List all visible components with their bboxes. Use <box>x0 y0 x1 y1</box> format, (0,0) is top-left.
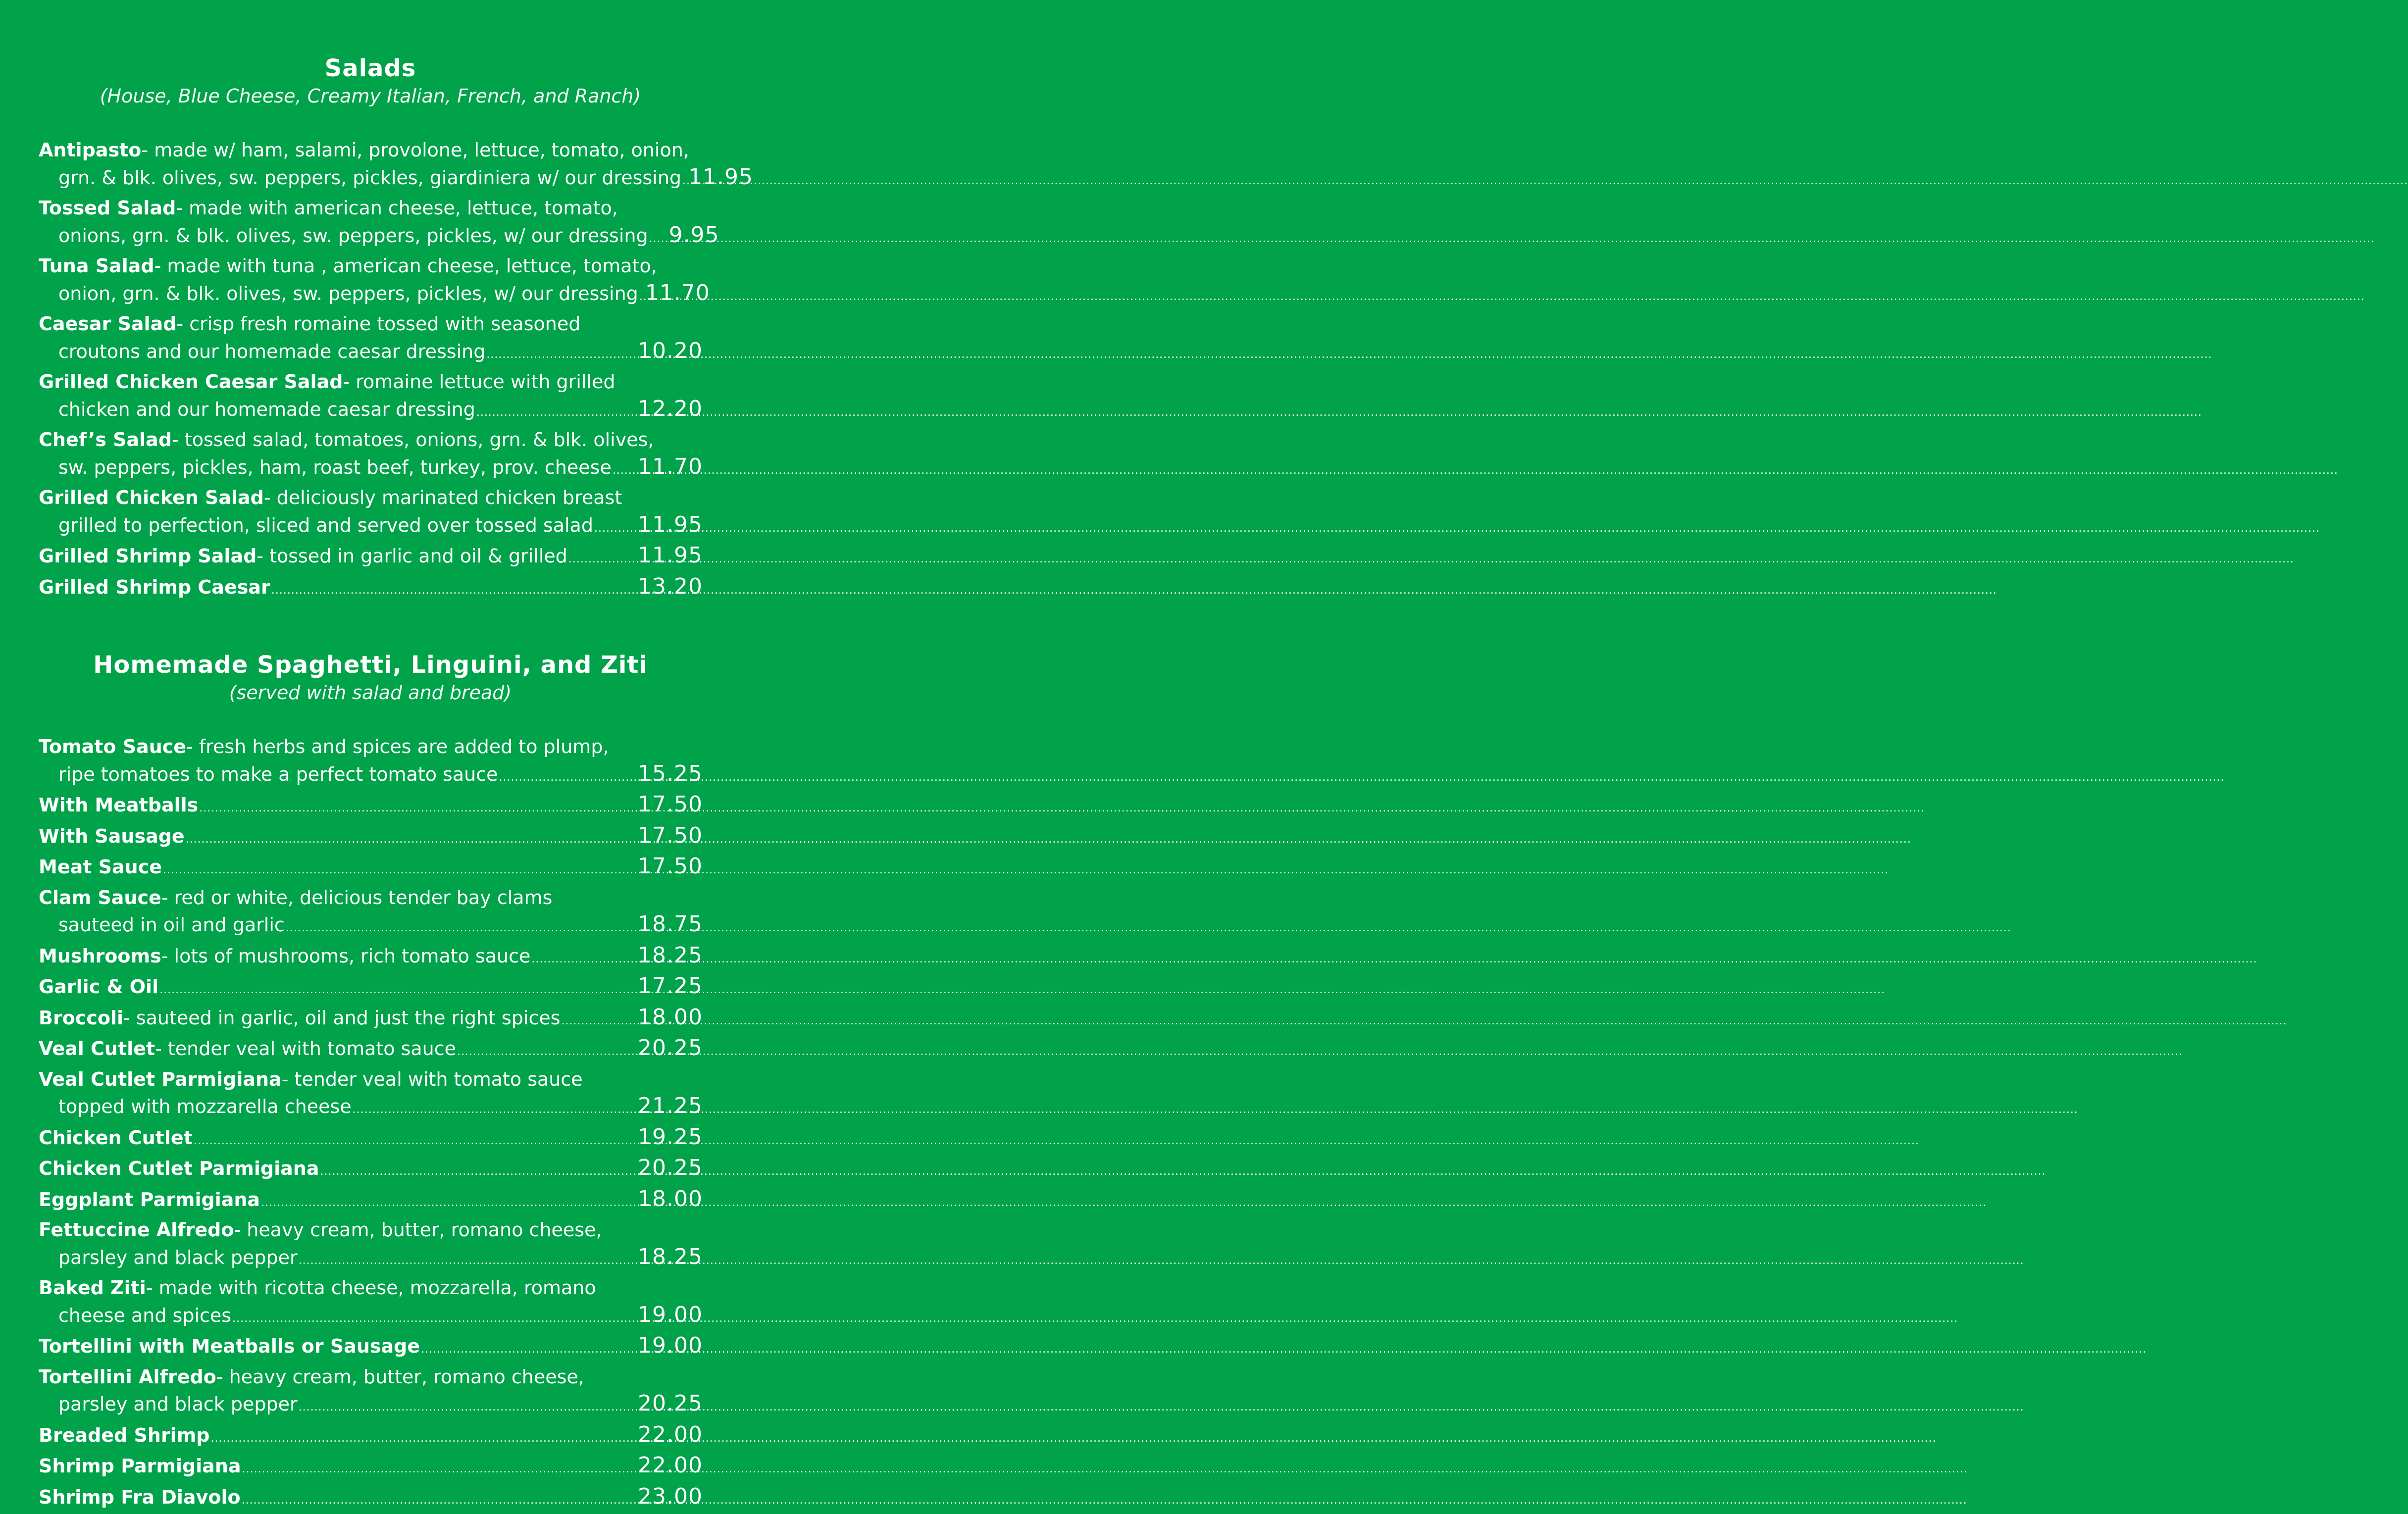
menu-item-name: Veal Cutlet Parmigiana <box>39 1066 282 1093</box>
menu-item <box>39 973 702 1004</box>
dot-leader <box>562 1008 637 1035</box>
menu-item-price: 15.25 <box>638 760 702 788</box>
menu-item-description-cont: cheese and spices <box>58 1302 231 1329</box>
dot-leader <box>194 1128 637 1155</box>
menu-item-line <box>39 310 702 338</box>
menu-item-line <box>39 1244 702 1275</box>
dot-leader <box>299 1248 637 1275</box>
pasta-list <box>39 733 702 1514</box>
menu-item-description: - crisp fresh romaine tossed with seasoned <box>176 310 580 338</box>
menu-item-description: - tender veal with tomato sauce <box>282 1066 583 1093</box>
menu-item-name: Mushrooms <box>39 943 161 970</box>
menu-item-description: - tender veal with tomato sauce <box>155 1035 456 1062</box>
salads-list <box>39 137 702 604</box>
menu-item-line <box>39 542 702 573</box>
menu-item-name: With Sausage <box>39 823 185 850</box>
menu-item <box>39 573 702 605</box>
menu-item <box>39 368 702 426</box>
dot-leader <box>639 284 644 311</box>
menu-item-name: Grilled Chicken Caesar Salad <box>39 368 343 396</box>
dot-leader <box>682 168 687 195</box>
menu-item-name: Chicken Cutlet Parmigiana <box>39 1155 319 1182</box>
menu-item <box>39 1274 702 1332</box>
menu-item-line <box>39 1155 702 1186</box>
menu-item-line <box>39 252 702 280</box>
menu-item-price: 17.25 <box>638 973 702 1000</box>
dot-leader <box>232 1306 637 1333</box>
menu-item-line <box>39 1363 702 1391</box>
menu-item-line <box>39 164 702 195</box>
menu-item-line <box>39 1216 702 1244</box>
menu-item <box>39 542 702 573</box>
menu-item-price: 11.70 <box>638 454 702 481</box>
menu-item-price: 20.25 <box>638 1390 702 1417</box>
dot-leader <box>242 1456 637 1483</box>
menu-item-line <box>39 791 702 822</box>
menu-item <box>39 195 702 252</box>
menu-item-line <box>39 1452 702 1483</box>
menu-item-name: Veal Cutlet <box>39 1035 155 1062</box>
menu-item-description: - romaine lettuce with grilled <box>343 368 615 396</box>
menu-item-line <box>39 1186 702 1217</box>
menu-item-line <box>39 511 702 543</box>
menu-item-line <box>39 454 702 485</box>
menu-item <box>39 1216 702 1274</box>
menu-item-price: 11.95 <box>638 542 702 569</box>
dot-leader <box>211 1425 637 1453</box>
menu-item-name: Tossed Salad <box>39 195 176 222</box>
menu-item-price: 21.25 <box>638 1093 702 1120</box>
menu-item-line <box>39 1124 702 1155</box>
menu-item <box>39 1363 702 1421</box>
menu-item-name: Shrimp Parmigiana <box>39 1453 241 1480</box>
menu-item-price: 22.00 <box>638 1421 702 1449</box>
menu-item-name: Garlic & Oil <box>39 973 158 1001</box>
menu-item-description: - deliciously marinated chicken breast <box>264 484 622 511</box>
menu-item-name: Chef’s Salad <box>39 426 172 454</box>
menu-item-price: 23.00 <box>638 1483 702 1511</box>
menu-item-line <box>39 822 702 854</box>
menu-item-description: - heavy cream, butter, romano cheese, <box>234 1216 602 1244</box>
menu-item-line <box>39 426 702 454</box>
menu-item-line <box>39 942 702 973</box>
menu-item-description-cont: parsley and black pepper <box>58 1244 298 1271</box>
menu-item-price: 18.25 <box>638 1244 702 1271</box>
menu-item-name: Tuna Salad <box>39 252 154 280</box>
menu-item-line <box>39 368 702 396</box>
menu-item <box>39 310 702 368</box>
menu-item-line <box>39 1035 702 1066</box>
menu-item-name: Grilled Shrimp Caesar <box>39 574 270 601</box>
dot-leader <box>476 400 637 427</box>
menu-item-name: Chicken Cutlet <box>39 1124 193 1152</box>
menu-item-price: 18.75 <box>638 911 702 938</box>
menu-item <box>39 942 702 973</box>
menu-item-name: Antipasto <box>39 137 141 164</box>
menu-item-description: - tossed salad, tomatoes, onions, grn. & blk. olives, <box>172 426 654 454</box>
menu-item-description-cont: grn. & blk. olives, sw. peppers, pickles, giardiniera w/ our dressing <box>58 164 681 192</box>
menu-item-description: - made with american cheese, lettuce, tomato, <box>176 195 618 222</box>
menu-item-name: Meat Sauce <box>39 854 162 881</box>
menu-item-line <box>39 973 702 1004</box>
dot-leader <box>159 977 637 1004</box>
menu-item-name: Caesar Salad <box>39 310 176 338</box>
menu-item-line <box>39 1332 702 1363</box>
menu-item <box>39 1421 702 1453</box>
menu-item-price: 11.70 <box>645 280 710 307</box>
menu-item-description-cont: sauteed in oil and garlic <box>58 911 285 939</box>
dot-leader <box>271 577 637 605</box>
menu-item <box>39 1004 702 1035</box>
dot-leader <box>353 1097 637 1124</box>
menu-item-name: Fettuccine Alfredo <box>39 1216 234 1244</box>
menu-item <box>39 484 702 542</box>
menu-item-price: 11.95 <box>638 511 702 539</box>
menu-item-price: 22.00 <box>638 1452 702 1479</box>
pasta-subtitle: (served with salad and bread) <box>39 682 702 704</box>
menu-item-description-cont: sw. peppers, pickles, ham, roast beef, turkey, prov. cheese <box>58 454 612 481</box>
salads-title: Salads <box>39 54 702 82</box>
pasta-section <box>39 651 702 1514</box>
dot-leader <box>286 915 637 942</box>
menu-item-price: 9.95 <box>655 222 719 249</box>
menu-item-description-cont: ripe tomatoes to make a perfect tomato sauce <box>58 761 498 788</box>
menu-item-line <box>39 1483 702 1514</box>
menu-item-description: - fresh herbs and spices are added to plump, <box>186 733 609 760</box>
menu-item-line <box>39 911 702 942</box>
menu-item-line <box>39 1093 702 1124</box>
menu-item-description: - red or white, delicious tender bay clams <box>161 884 553 911</box>
menu-item-name: With Meatballs <box>39 792 198 819</box>
menu-item-line <box>39 884 702 911</box>
menu-item-name: Tortellini Alfredo <box>39 1363 216 1391</box>
menu-item-name: Grilled Shrimp Salad <box>39 543 256 570</box>
dot-leader <box>199 795 637 822</box>
menu-item-line <box>39 733 702 760</box>
menu-item <box>39 791 702 822</box>
menu-item-description: - sauteed in garlic, oil and just the right spices <box>123 1005 561 1032</box>
menu-item-name: Tortellini with Meatballs or Sausage <box>39 1333 420 1360</box>
menu-item-line <box>39 1066 702 1093</box>
pasta-title: Homemade Spaghetti, Linguini, and Ziti <box>39 651 702 679</box>
dot-leader <box>486 342 637 369</box>
dot-leader <box>594 515 637 543</box>
menu-item-price: 17.50 <box>638 853 702 880</box>
menu-item <box>39 137 702 195</box>
menu-item-description-cont: croutons and our homemade caesar dressing <box>58 338 485 365</box>
menu-item-line <box>39 280 702 311</box>
menu-item-line <box>39 573 702 605</box>
menu-item <box>39 1066 702 1124</box>
menu-item-description-cont: grilled to perfection, sliced and served over tossed salad <box>58 512 593 539</box>
menu-item-price: 20.25 <box>638 1155 702 1182</box>
menu-item <box>39 1483 702 1514</box>
menu-item-price: 17.50 <box>638 791 702 818</box>
dot-leader <box>499 764 637 792</box>
menu-item-price: 17.50 <box>638 822 702 850</box>
menu-item-description-cont: topped with mozzarella cheese <box>58 1093 352 1120</box>
menu-item-price: 18.00 <box>638 1186 702 1213</box>
menu-item-name: Eggplant Parmigiana <box>39 1186 260 1213</box>
menu-item-line <box>39 1390 702 1421</box>
menu-item-name: Broccoli <box>39 1005 123 1032</box>
menu-page <box>0 0 735 1485</box>
menu-item-description: - heavy cream, butter, romano cheese, <box>216 1363 584 1391</box>
menu-item <box>39 853 702 884</box>
menu-item-line <box>39 338 702 369</box>
menu-item-price: 10.20 <box>638 338 702 365</box>
menu-item <box>39 1186 702 1217</box>
menu-item <box>39 426 702 484</box>
menu-item-price: 18.00 <box>638 1004 702 1031</box>
menu-item-line <box>39 1274 702 1302</box>
dot-leader <box>457 1039 637 1066</box>
dot-leader <box>421 1336 637 1363</box>
menu-item-description-cont: onion, grn. & blk. olives, sw. peppers, pickles, w/ our dressing <box>58 280 638 307</box>
dot-leader <box>649 226 654 253</box>
menu-item-price: 13.20 <box>638 573 702 601</box>
menu-item-line <box>39 853 702 884</box>
menu-item <box>39 1452 702 1483</box>
menu-item-line <box>39 1302 702 1333</box>
menu-item-line <box>39 195 702 222</box>
dot-leader <box>261 1190 637 1217</box>
dot-leader <box>613 457 637 485</box>
menu-item-price: 19.25 <box>638 1124 702 1151</box>
dot-leader <box>320 1159 637 1186</box>
menu-item-name: Baked Ziti <box>39 1274 146 1302</box>
menu-item <box>39 733 702 791</box>
menu-item-description: - made with ricotta cheese, mozzarella, romano <box>146 1274 596 1302</box>
menu-item-description: - lots of mushrooms, rich tomato sauce <box>161 943 531 970</box>
menu-item-name: Grilled Chicken Salad <box>39 484 264 511</box>
menu-item-line <box>39 760 702 792</box>
menu-item-description-cont: onions, grn. & blk. olives, sw. peppers, pickles, w/ our dressing <box>58 222 648 250</box>
menu-item-price: 11.95 <box>688 164 753 191</box>
salads-subtitle: (House, Blue Cheese, Creamy Italian, French, and Ranch) <box>39 85 702 107</box>
menu-item-line <box>39 1004 702 1035</box>
menu-item-line <box>39 484 702 511</box>
menu-item-name: Breaded Shrimp <box>39 1422 210 1449</box>
menu-item <box>39 252 702 310</box>
menu-item-name: Shrimp Fra Diavolo <box>39 1484 241 1511</box>
menu-item <box>39 822 702 854</box>
menu-item-line <box>39 396 702 427</box>
dot-leader <box>186 826 637 854</box>
menu-item-description-cont: chicken and our homemade caesar dressing <box>58 396 475 423</box>
dot-leader <box>299 1394 637 1421</box>
menu-item-price: 19.00 <box>638 1302 702 1329</box>
menu-item-name: Tomato Sauce <box>39 733 186 760</box>
dot-leader <box>242 1487 637 1514</box>
menu-item-price: 19.00 <box>638 1332 702 1360</box>
dot-leader <box>163 857 637 884</box>
menu-item-line <box>39 137 702 164</box>
dot-leader <box>531 946 637 973</box>
menu-item-price: 18.25 <box>638 942 702 969</box>
menu-item-line <box>39 222 702 253</box>
menu-item-name: Clam Sauce <box>39 884 161 911</box>
menu-item <box>39 1124 702 1155</box>
menu-item <box>39 1155 702 1186</box>
dot-leader <box>568 546 637 573</box>
menu-item <box>39 1035 702 1066</box>
menu-item-line <box>39 1421 702 1453</box>
salads-section <box>39 54 702 604</box>
menu-item-description: - made with tuna , american cheese, lettuce, tomato, <box>154 252 657 280</box>
menu-item <box>39 1332 702 1363</box>
menu-item-description: - made w/ ham, salami, provolone, lettuce, tomato, onion, <box>141 137 689 164</box>
menu-item-price: 20.25 <box>638 1035 702 1062</box>
menu-item-description-cont: parsley and black pepper <box>58 1391 298 1418</box>
menu-item-description: - tossed in garlic and oil & grilled <box>256 543 567 570</box>
menu-item-price: 12.20 <box>638 396 702 423</box>
menu-item <box>39 884 702 942</box>
